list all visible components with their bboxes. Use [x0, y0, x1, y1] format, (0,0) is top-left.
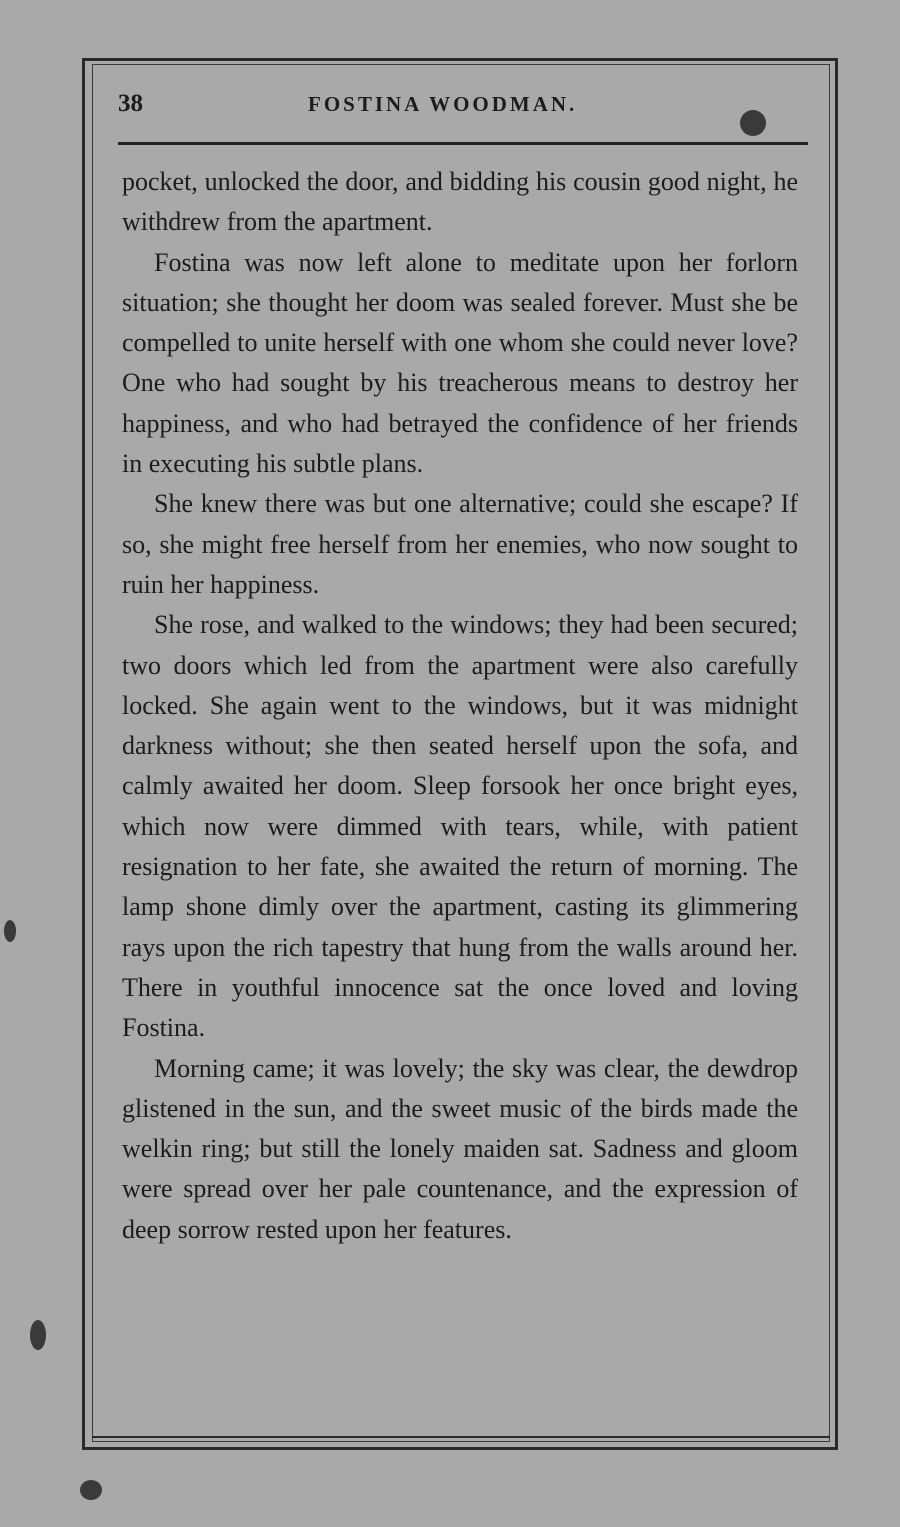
- running-head: [118, 88, 808, 120]
- paragraph: She rose, and walked to the windows; they had been secured; two doors which led from the apartment were also carefully locked. She again went to the windows, but it was midnight darkness without; she then seated herself upon the sofa, and calmly awaited her doom. Sleep forsook her once bright eyes, which now were dimmed with tears, while, with patient resignation to her fate, she awaited the return of morning. The lamp shone dimly over the apartment, casting its glimmering rays upon the rich tapestry that hung from the walls around her. There in youthful innocence sat the once loved and loving Fostina.: [122, 610, 798, 1043]
- ink-speck: [740, 110, 766, 136]
- ink-speck: [30, 1320, 46, 1350]
- paragraph: Fostina was now left alone to meditate upon her forlorn situation; she thought her doom was sealed forever. Must she be compelled to unite herself with one whom she could never love? One who had sought by his treacherous means to destroy her happiness, and who had betrayed the confidence of her friends in executing his subtle plans.: [122, 247, 798, 479]
- paragraph-continued: pocket, unlocked the door, and bidding his cousin good night, he withdrew from the apartment.: [122, 167, 798, 237]
- paragraph: Morning came; it was lovely; the sky was clear, the dewdrop glistened in the sun, and the sweet music of the birds made the welkin ring; but still the lonely maiden sat. Sadness and gloom were spread over her pale countenance, and the expression of deep sorrow rested upon her features.: [122, 1053, 798, 1244]
- ink-speck: [80, 1480, 102, 1500]
- ink-speck: [4, 920, 16, 942]
- book-title: FOSTINA WOODMAN.: [308, 92, 578, 116]
- header-rule: [118, 142, 808, 145]
- footer-rule: [92, 1436, 830, 1438]
- body-text: [122, 162, 798, 1250]
- page-number: 38: [118, 90, 143, 117]
- paragraph: She knew there was but one alternative; could she escape? If so, she might free herself from her enemies, who now sought to ruin her happiness.: [122, 489, 798, 599]
